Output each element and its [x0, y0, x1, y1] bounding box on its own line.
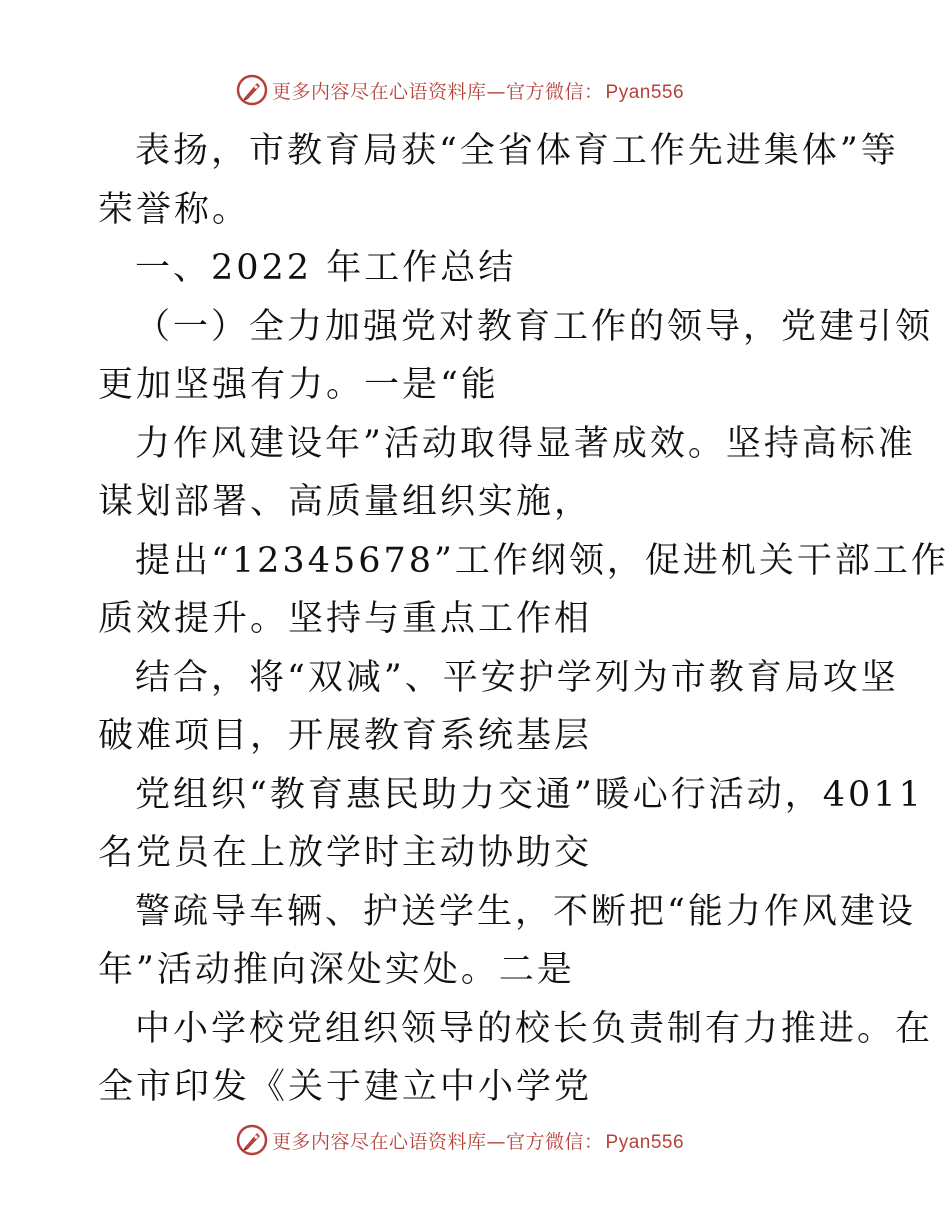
- text-line: 结合，将“双减”、平安护学列为市教育局攻坚: [135, 657, 899, 698]
- text-line: 警疏导车辆、护送学生，不断把“能力作风建设: [135, 891, 916, 932]
- text-line: 名党员在上放学时主动协助交: [98, 833, 593, 873]
- text-line: 表扬，市教育局获“全省体育工作先进集体”等: [135, 131, 899, 171]
- pen-nib-logo-icon: [236, 1124, 268, 1156]
- text-line: 更加坚强有力。一是“能: [98, 365, 499, 405]
- text-line: 党组织“教育惠民助力交通”暖心行活动，4011: [135, 774, 924, 815]
- watermark-label: 更多内容尽在心语资料库—官方微信：: [272, 80, 604, 103]
- watermark-text: [272, 1127, 684, 1154]
- text-line: 中小学校党组织领导的校长负责制有力推进。在: [135, 1008, 934, 1049]
- watermark-text: [272, 77, 684, 104]
- text-line: （一）全力加强党对教育工作的领导，党建引领: [135, 306, 934, 347]
- text-line: 全市印发《关于建立中小学党: [98, 1067, 593, 1107]
- text-line: 提出“12345678”工作纲领，促进机关干部工作: [135, 540, 949, 581]
- text-line: 破难项目，开展教育系统基层: [98, 716, 593, 756]
- document-body: [98, 122, 949, 1117]
- footer-watermark: [236, 1123, 684, 1157]
- text-line: 质效提升。坚持与重点工作相: [98, 599, 593, 639]
- watermark-wechat-id: Pyan556: [605, 81, 685, 103]
- header-watermark: [236, 73, 684, 107]
- text-line: 年”活动推向深处实处。二是: [98, 950, 575, 990]
- text-line: 力作风建设年”活动取得显著成效。坚持高标准: [135, 423, 916, 464]
- watermark-label: 更多内容尽在心语资料库—官方微信：: [272, 1130, 604, 1153]
- pen-nib-logo-icon: [236, 74, 268, 106]
- watermark-wechat-id: Pyan556: [605, 1131, 685, 1153]
- text-line: 荣誉称。: [98, 189, 251, 230]
- text-line: 一、2022 年工作总结: [135, 248, 517, 288]
- text-line: 谋划部署、高质量组织实施，: [98, 482, 593, 522]
